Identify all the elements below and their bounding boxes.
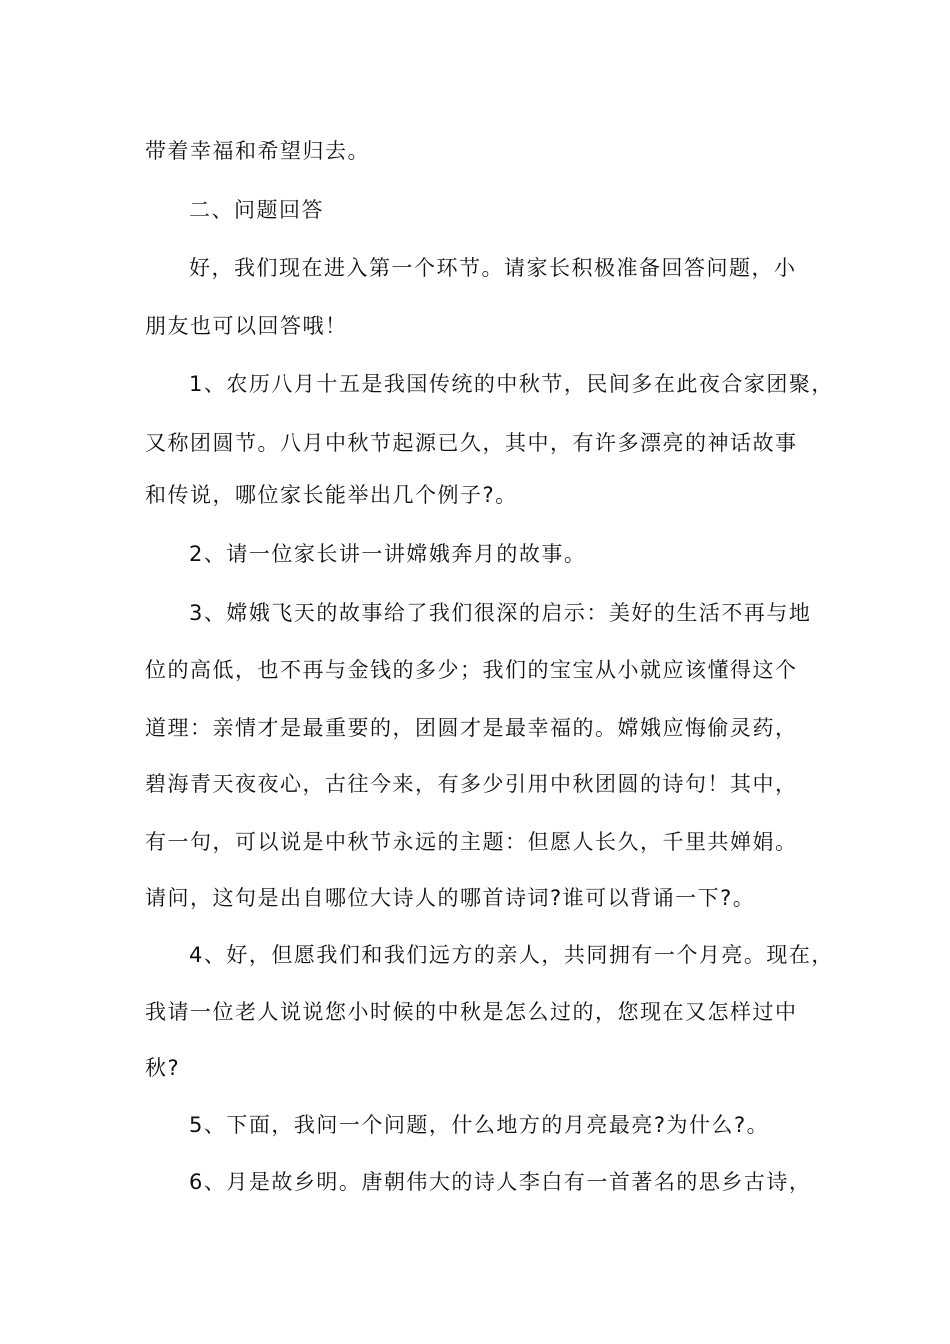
- text-line: 秋?: [145, 1056, 181, 1080]
- section-heading: 二、问题回答: [189, 198, 324, 222]
- text-line: 位的高低，也不再与金钱的多少；我们的宝宝从小就应该懂得这个: [145, 658, 798, 682]
- text-line: 4、好，但愿我们和我们远方的亲人，共同拥有一个月亮。现在，: [189, 943, 834, 967]
- text-line: 2、请一位家长讲一讲嫦娥奔月的故事。: [189, 542, 587, 566]
- text-line: 又称团圆节。八月中秋节起源已久，其中，有许多漂亮的神话故事: [145, 431, 798, 455]
- text-line: 有一句，可以说是中秋节永远的主题：但愿人长久，千里共婵娟。: [145, 830, 798, 854]
- text-line: 碧海青天夜夜心，古往今来，有多少引用中秋团圆的诗句！其中，: [145, 772, 798, 796]
- text-line: 3、嫦娥飞天的故事给了我们很深的启示：美好的生活不再与地: [189, 601, 812, 625]
- text-line: 道理：亲情才是最重要的，团圆才是最幸福的。嫦娥应悔偷灵药，: [145, 716, 798, 740]
- text-line: 和传说，哪位家长能举出几个例子?。: [145, 483, 518, 507]
- text-line: 朋友也可以回答哦！: [145, 314, 348, 338]
- text-line: 请问，这句是出自哪位大诗人的哪首诗词?谁可以背诵一下?。: [145, 886, 756, 910]
- text-line: 带着幸福和希望归去。: [145, 139, 370, 163]
- text-line: 5、下面，我问一个问题，什么地方的月亮最亮?为什么?。: [189, 1113, 770, 1137]
- text-line: 我请一位老人说说您小时候的中秋是怎么过的，您现在又怎样过中: [145, 1000, 798, 1024]
- text-line: 6、月是故乡明。唐朝伟大的诗人李白有一首著名的思乡古诗，: [189, 1170, 812, 1194]
- text-line: 1、农历八月十五是我国传统的中秋节，民间多在此夜合家团聚，: [189, 372, 834, 396]
- text-line: 好，我们现在进入第一个环节。请家长积极准备回答问题，小: [189, 256, 797, 280]
